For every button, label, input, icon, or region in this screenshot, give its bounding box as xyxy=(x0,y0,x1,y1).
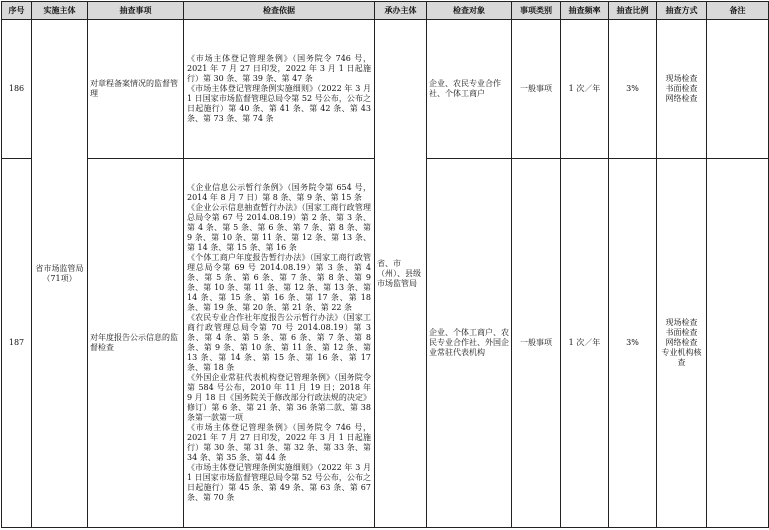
row-frequency: 1 次／年 xyxy=(561,159,609,528)
row-target: 企业、农民专业合作社、个体工商户 xyxy=(427,20,512,159)
method-item: 书面检查 xyxy=(665,328,698,337)
header-basis: 检查依据 xyxy=(184,2,375,20)
row-note xyxy=(707,159,769,528)
header-ratio: 抽查比例 xyxy=(609,2,657,20)
method-item: 网络检查 xyxy=(665,338,698,347)
basis-paragraph: 《企业公示信息抽查暂行办法》（国家工商行政管理总局令第 67 号 2014.08.19）第 2 条、第 3 条、第 4 条、第 5 条、第 6 条、第 7 条、第 8 条、第 9 条、第 10 条、第 11 条、第 12 条、第 13 条、第 14 条、第 15 条、第 16 条 xyxy=(187,203,371,252)
inspection-table xyxy=(1,1,769,528)
method-item: 现场检查 xyxy=(665,318,698,327)
basis-paragraph: 《市场主体登记管理条例实施细则》（2022 年 3 月 1 日国家市场监督管理总局令第 52 号公布，公布之日起施行）第 40 条、第 41 条、第 42 条、第 43 条、第 73 条、第 74 条 xyxy=(187,84,371,123)
header-category: 事项类别 xyxy=(512,2,561,20)
row-methods xyxy=(657,159,707,528)
row-item: 对年度报告公示信息的监督检查 xyxy=(88,159,184,528)
row-basis xyxy=(184,20,375,159)
basis-paragraph: 《个体工商户年度报告暂行办法》（国家工商行政管理总局令第 69 号 2014.08.19）第 3 条、第 4 条、第 5 条、第 6 条、第 7 条、第 8 条、第 9 条、第 10 条、第 11 条、第 12 条、第 13 条、第 14 条、第 15 条、第 16 条、第 17 条、第 18 条、第 19 条、第 20 条、第 21 条、第 22 条 xyxy=(187,253,371,312)
method-item: 书面检查 xyxy=(665,84,698,93)
basis-paragraph: 《市场主体登记管理条例实施细则》（2022 年 3 月 1 日国家市场监督管理总局令第 52 号公布，公布之日起施行）第 45 条、第 49 条、第 63 条、第 67 条、第 70 条 xyxy=(187,463,371,502)
row-no: 187 xyxy=(2,159,32,528)
header-no: 序号 xyxy=(2,2,32,20)
basis-paragraph: 《市场主体登记管理条例》（国务院令 746 号，2021 年 7 月 27 日印发，2022 年 3 月 1 日起施行）第 30 条、第 39 条、第 47 条 xyxy=(187,54,371,83)
row-category: 一般事项 xyxy=(512,20,561,159)
header-frequency: 抽查频率 xyxy=(561,2,609,20)
row-ratio: 3% xyxy=(609,159,657,528)
row-no: 186 xyxy=(2,20,32,159)
row-ratio: 3% xyxy=(609,20,657,159)
header-note: 备注 xyxy=(707,2,769,20)
row-category: 一般事项 xyxy=(512,159,561,528)
table-row xyxy=(2,20,769,159)
row-target: 企业、个体工商户、农民专业合作社、外国企业常驻代表机构 xyxy=(427,159,512,528)
row-basis xyxy=(184,159,375,528)
header-implementer: 实施主体 xyxy=(32,2,88,20)
header-row xyxy=(2,2,769,20)
basis-paragraph: 《农民专业合作社年度报告公示暂行办法》（国家工商行政管理总局令第 70 号 2014.08.19）第 3 条、第 4 条、第 5 条、第 6 条、第 7 条、第 8 条、第 9 条、第 10 条、第 11 条、第 12 条、第 13 条、第 14 条、第 15 条、第 16 条、第 17 条、第 18 条 xyxy=(187,313,371,372)
basis-paragraph: 《企业信息公示暂行条例》（国务院令第 654 号，2014 年 8 月 7 日）第 8 条、第 9 条、第 15 条 xyxy=(187,183,371,202)
undertaker-cell: 省、市（州）、县级市场监管局 xyxy=(375,20,427,528)
header-item: 抽查事项 xyxy=(88,2,184,20)
header-method: 抽查方式 xyxy=(657,2,707,20)
header-undertaker: 承办主体 xyxy=(375,2,427,20)
row-note xyxy=(707,20,769,159)
row-frequency: 1 次／年 xyxy=(561,20,609,159)
header-target: 检查对象 xyxy=(427,2,512,20)
row-methods xyxy=(657,20,707,159)
row-item: 对章程备案情况的监督管理 xyxy=(88,20,184,159)
method-item: 网络检查 xyxy=(665,94,698,103)
method-item: 专业机构核查 xyxy=(661,348,702,367)
implementer-cell: 省市场监管局（71项） xyxy=(32,20,88,528)
basis-paragraph: 《市场主体登记管理条例》（国务院令 746 号，2021 年 7 月 27 日印发，2022 年 3 月 1 日起施行）第 30 条、第 31 条、第 32 条、第 33 条、第 34 条、第 35 条、第 44 条 xyxy=(187,423,371,462)
method-item: 现场检查 xyxy=(665,74,698,83)
basis-paragraph: 《外国企业常驻代表机构登记管理条例》（国务院令第 584 号公布，2010 年 11 月 19 日；2018 年 9 月 18 日《国务院关于修改部分行政法规的决定》修订）第 6 条、第 21 条、第 36 条第二款、第 38 条第一款第一项 xyxy=(187,373,371,422)
